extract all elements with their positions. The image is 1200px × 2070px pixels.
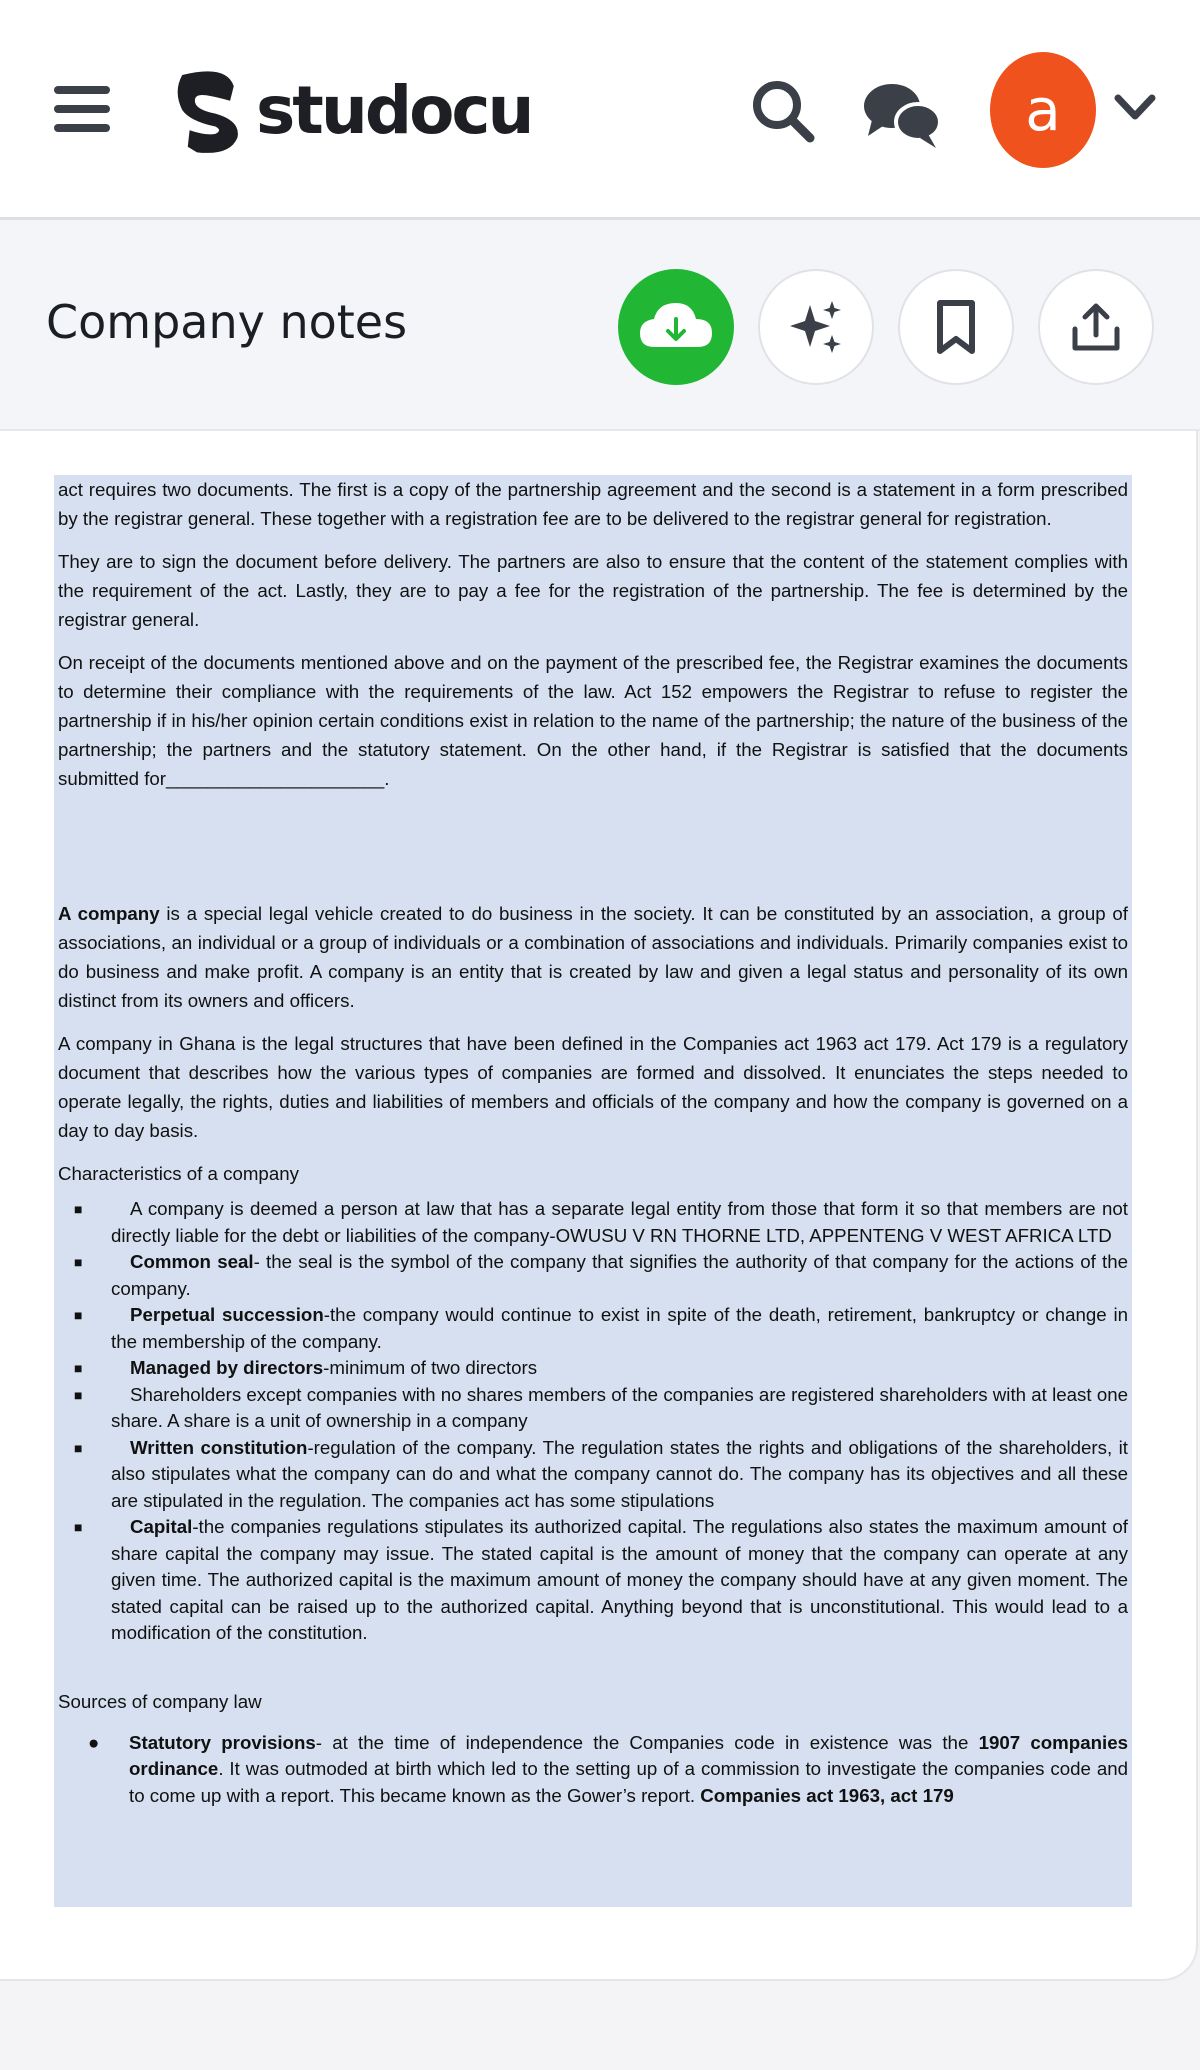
list-item: ■ A company is deemed a person at law that has a separate legal entity from those that form it so that members are not directly liable for the debt or liabilities of the company-OWUSU V RN THORNE LTD, APPENTENG V WEST AFRICA LTD: [74, 1198, 1128, 1246]
characteristics-heading: Characteristics of a company: [58, 1163, 299, 1184]
paragraph-text: is a special legal vehicle created to do business in the society. It can be constituted by an association, a group of associations, an individual or a group of individuals or a combination of associations and individuals. Primarily companies exist to do business and make profit. A company is an entity that is created by law and given a legal status and personality of its own distinct from its owners and officers.: [58, 903, 1128, 1011]
share-button[interactable]: [1038, 269, 1154, 385]
document-paragraph: On receipt of the documents mentioned above and on the payment of the prescribed fee, the Registrar examines the documents to determine their compliance with the requirements of the law. Act 152 empowers the Registrar to refuse to register the partnership if in his/her opinion certain conditions exist in relation to the name of the partnership; the nature of the business of the partnership; the partners and the statutory statement. On the other hand, if the Registrar is satisfied that the documents submitted for_____________________.: [58, 652, 1128, 789]
user-avatar[interactable]: a: [990, 52, 1096, 168]
ai-assist-button[interactable]: [758, 269, 874, 385]
chat-icon[interactable]: [862, 80, 942, 150]
document-paragraph: A company in Ghana is the legal structures that have been defined in the Companies act 1963 act 179. Act 179 is a regulatory document that describes how the various types of companies are formed and dissolved. It enunciates the steps needed to operate legally, the rights, duties and liabilities of members and officials of the company and how the company is governed on a day to day basis.: [58, 1033, 1128, 1141]
share-upload-icon: [1070, 301, 1122, 353]
list-item: ● Statutory provisions- at the time of independence the Companies code in existence was the 1907 companies ordinance. It was outmoded at birth which led to the setting up of a commission to investigate the companies code and to come up with a report. This became known as the Gower’s report. Companies act 1963, act 179: [88, 1731, 1128, 1806]
menu-icon[interactable]: [54, 86, 110, 136]
brand-name: studocu: [256, 71, 532, 149]
document-viewer[interactable]: [0, 431, 1198, 1981]
document-page: [54, 475, 1132, 1907]
sparkles-icon: [788, 299, 844, 355]
sources-heading: Sources of company law: [58, 1690, 262, 1712]
studocu-logo-mark-icon: [162, 64, 254, 156]
bookmark-button[interactable]: [898, 269, 1014, 385]
download-button[interactable]: [618, 269, 734, 385]
top-navbar: [0, 0, 1200, 220]
characteristics-list: [58, 1196, 1128, 1647]
studocu-logo[interactable]: [162, 62, 532, 158]
document-title: Company notes: [46, 295, 408, 349]
chevron-down-icon[interactable]: [1110, 88, 1160, 128]
document-paragraph: They are to sign the document before delivery. The partners are also to ensure that the content of the statement complies with the requirement of the act. Lastly, they are to pay a fee for the registration of the partnership. The fee is determined by the registrar general.: [58, 551, 1128, 630]
document-paragraph: [58, 899, 1128, 1015]
bookmark-icon: [934, 299, 978, 355]
document-titlebar: [0, 223, 1200, 431]
list-item: ■ Written constitution-regulation of the company. The regulation states the rights and obligations of the shareholders, it also stipulates what the company can do and what the company cannot do. The company has its objectives and all these are stipulated in the regulation. The companies act has some stipulations: [74, 1436, 1128, 1511]
sources-list: [58, 1730, 1128, 1810]
search-icon[interactable]: [750, 78, 816, 144]
list-item: ■ Shareholders except companies with no shares members of the companies are registered shareholders with at least one share. A share is a unit of ownership in a company: [74, 1383, 1128, 1431]
term-bold: A company: [58, 903, 160, 924]
list-item: ■ Managed by directors-minimum of two directors: [74, 1357, 538, 1378]
document-paragraph: act requires two documents. The first is a copy of the partnership agreement and the second is a statement in a form prescribed by the registrar general. These together with a registration fee are to be delivered to the registrar general for registration.: [58, 479, 1128, 529]
list-item: ■ Common seal- the seal is the symbol of the company that signifies the authority of that company for the actions of the company.: [74, 1251, 1129, 1299]
list-item: ■ Perpetual succession-the company would continue to exist in spite of the death, retirement, bankruptcy or change in the membership of the company.: [74, 1304, 1128, 1352]
list-item: ■ Capital-the companies regulations stipulates its authorized capital. The regulations also states the maximum amount of share capital the company may issue. The stated capital is the amount of money that the company can operate at any given time. The authorized capital is the maximum amount of money the company should have at any given moment. The stated capital can be raised up to the authorized capital. Anything beyond that is unconstitutional. This would lead to a modification of the constitution.: [74, 1516, 1128, 1643]
cloud-download-icon: [636, 297, 716, 357]
